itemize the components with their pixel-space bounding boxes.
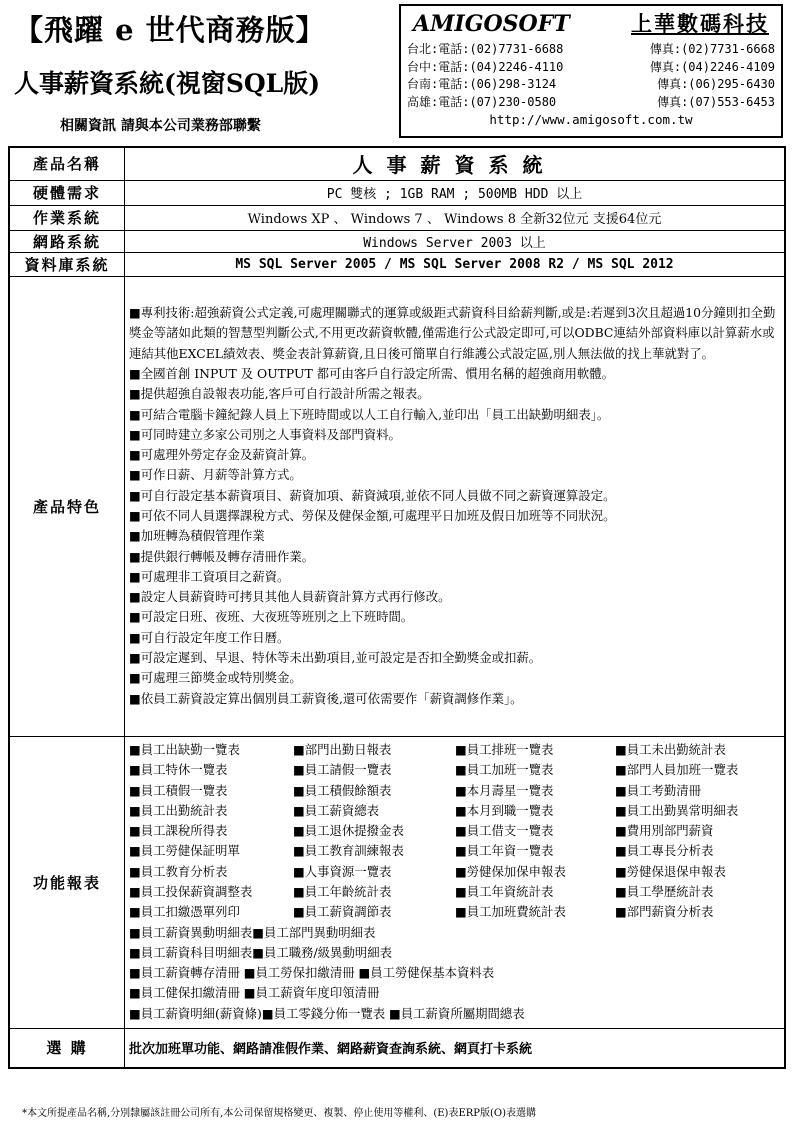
report-item: ■員工課稅所得表 [129,823,228,839]
company-head [407,8,775,38]
branch-fax: 傳真:(06)295-6430 [657,77,775,91]
feature-item: ■提供超強自設報表功能,客戶可自行設計所需之報表。 [129,386,430,402]
report-item: ■員工薪資總表 [293,802,380,818]
report-grid [129,740,780,923]
footer-note: *本文所提產品名稱,分別隸屬該註冊公司所有,本公司保留規格變更、複製、停止使用等權利、(E)表ERP版(O)表選購 [22,1108,537,1119]
branch-fax: 傳真:(07)553-6453 [657,94,775,109]
branch-fax: 傳真:(04)2246-4109 [649,59,775,74]
report-item: ■本月到職一覽表 [455,802,554,818]
report-line: ■員工薪資明細(薪資條)■員工零錢分佈一覽表 ■員工薪資所屬期間總表 [129,1005,525,1021]
network-value: Windows Server 2003 以上 [125,230,786,252]
report-item: ■員工出勤異常明細表 [615,802,739,818]
report-item: ■部門人員加班一覽表 [615,762,739,778]
report-item: ■員工排班一覽表 [455,741,554,757]
report-item: ■員工加班一覽表 [455,762,554,778]
feature-item: ■全國首創 INPUT 及 OUTPUT 都可由客戶自行設定所需、慣用名稱的超強商用軟體。 [129,365,615,381]
report-item: ■部門薪資分析表 [615,904,714,920]
report-item: ■勞健保退保申報表 [615,863,726,879]
report-item: ■員工教育訓練報表 [293,843,404,859]
branch-row [407,41,775,59]
branch-tel: 高雄:電話:(07)230-0580 [407,94,557,109]
contact-note: 相關資訊 請與本公司業務部聯繫 [60,118,261,134]
report-item: ■員工投保薪資調整表 [129,884,253,899]
feature-item: ■專利技術:超強薪資公式定義,可處理關聯式的運算或級距式薪資科目給薪判斷,或是:若遲到3次且超過10分鐘則扣全勤獎金等諸如此類的智慧型判斷公式,不用更改薪資軟體,僅需進行公式設定即可,可以ODBC連結外部資料庫以計算薪水或連結其他EXCEL績效表、獎金表計算薪資,且日後可簡單自行維護公式設定區,別人無法做的找上華就對了。 [129,305,776,361]
company-contact-box [399,4,783,138]
report-item: ■費用別部門薪資 [615,823,714,839]
report-item: ■員工退休提撥金表 [293,823,404,839]
report-line: ■員工薪資科目明細表■員工職務/級異動明細表 [129,944,393,960]
report-line: ■員工薪資異動明細表■員工部門異動明細表 [129,924,376,940]
report-line: ■員工健保扣繳清冊 ■員工薪資年度印領清冊 [129,985,380,1001]
report-lines [129,923,780,1024]
spec-table [8,146,786,1069]
branch-fax: 傳真:(02)7731-6668 [649,42,775,56]
report-item: ■員工年資統計表 [455,884,554,899]
website-url[interactable]: http://www.amigosoft.com.tw [489,112,693,127]
brand-logo: AMIGOSOFT [413,11,570,37]
row-label: 產品特色 [9,276,125,736]
row-reports [9,736,785,1028]
branch-list [407,41,775,111]
report-item: ■員工學歷統計表 [615,884,714,899]
report-item: ■本月壽星一覽表 [455,782,554,798]
row-label: 網路系統 [9,230,125,252]
row-label: 產品名稱 [9,147,125,180]
row-hardware [9,180,785,205]
branch-row [407,94,775,112]
hardware-value: PC 雙核 ; 1GB RAM ; 500MB HDD 以上 [125,180,786,205]
feature-item: ■可同時建立多家公司別之人事資料及部門資料。 [129,426,401,442]
report-item: ■員工考勤清冊 [615,782,702,798]
branch-tel: 台南:電話:(06)298-3124 [407,77,557,91]
feature-item: ■提供銀行轉帳及轉存清冊作業。 [129,548,315,564]
database-value: MS SQL Server 2005 / MS SQL Server 2008 R2 / MS SQL 2012 [125,252,786,276]
report-item: ■員工專長分析表 [615,843,714,859]
feature-item: ■依員工薪資設定算出個別員工薪資後,還可依需要作「薪資調修作業」。 [129,690,523,706]
product-name: 人事薪資系統 [125,147,786,180]
report-item: ■員工薪資調節表 [293,904,392,920]
report-item: ■員工借支一覽表 [455,823,554,839]
feature-item: ■可設定日班、夜班、大夜班等班別之上下班時間。 [129,609,414,625]
report-item: ■員工請假一覽表 [293,762,392,778]
branch-tel: 台北:電話:(02)7731-6688 [407,42,564,56]
report-item: ■勞健保加保申報表 [455,863,566,879]
report-item: ■員工勞健保証明單 [129,843,240,859]
edition-title: 【飛躍 e 世代商務版】 [14,13,326,47]
report-line: ■員工薪資轉存清冊 ■員工勞保扣繳清冊 ■員工勞健保基本資料表 [129,965,495,981]
row-label: 作業系統 [9,205,125,230]
feature-item: ■設定人員薪資時可拷貝其他人員薪資計算方式再行修改。 [129,589,451,605]
report-item: ■員工加班費統計表 [455,904,566,920]
report-item: ■員工特休一覽表 [129,762,228,778]
row-purchase [9,1028,785,1068]
row-features [9,276,785,736]
report-item: ■員工年資一覽表 [455,843,554,859]
row-label: 資料庫系統 [9,252,125,276]
report-item: ■員工扣繳憑單列印 [129,904,240,920]
report-item: ■員工出缺勤一覽表 [129,741,240,757]
purchase-value: 批次加班單功能、網路請准假作業、網路薪資查詢系統、網頁打卡系統 [125,1028,786,1068]
feature-list [125,276,786,736]
header-left [0,0,398,145]
report-item: ■員工積假餘額表 [293,782,392,798]
row-network [9,230,785,252]
os-value: Windows XP 、 Windows 7 、 Windows 8 全新32位元 支援64位元 [125,205,786,230]
branch-row [407,59,775,77]
row-label: 功能報表 [9,736,125,1028]
report-item: ■人事資源一覽表 [293,863,392,879]
report-item: ■員工出勤統計表 [129,802,228,818]
branch-row [407,76,775,94]
report-item: ■員工教育分析表 [129,863,228,879]
row-product [9,147,785,180]
row-label: 硬體需求 [9,180,125,205]
row-label: 選 購 [9,1028,125,1068]
report-item: ■員工未出勤統計表 [615,741,726,757]
feature-item: ■可處理外勞定存金及薪資計算。 [129,447,315,463]
feature-item: ■可設定遲到、早退、特休等未出勤項目,並可設定是否扣全勤獎金或扣薪。 [129,650,542,666]
feature-item: ■可自行設定年度工作日曆。 [129,629,290,645]
branch-tel: 台中:電話:(04)2246-4110 [407,59,564,74]
system-title: 人事薪資系統(視窗SQL版) [14,69,321,98]
report-list [125,736,786,1028]
feature-item: ■可結合電腦卡鐘紀錄人員上下班時間或以人工自行輸入,並印出「員工出缺勤明細表」。 [129,406,610,422]
feature-item: ■可作日薪、月薪等計算方式。 [129,467,302,483]
report-item: ■員工年齡統計表 [293,884,392,899]
feature-item: ■可依不同人員選擇課稅方式、勞保及健保金額,可處理平日加班及假日加班等不同狀況。 [129,508,616,523]
report-item: ■部門出勤日報表 [293,741,392,757]
feature-item: ■可處理非工資項目之薪資。 [129,568,290,584]
feature-item: ■可處理三節獎金或特別獎金。 [129,670,302,686]
company-name: 上華數碼科技 [631,11,769,36]
feature-item: ■加班轉為積假管理作業 [129,528,265,544]
row-os [9,205,785,230]
report-item: ■員工積假一覽表 [129,782,228,798]
feature-item: ■可自行設定基本薪資項目、薪資加項、薪資減項,並依不同人員做不同之薪資運算設定。 [129,487,616,503]
row-database [9,252,785,276]
